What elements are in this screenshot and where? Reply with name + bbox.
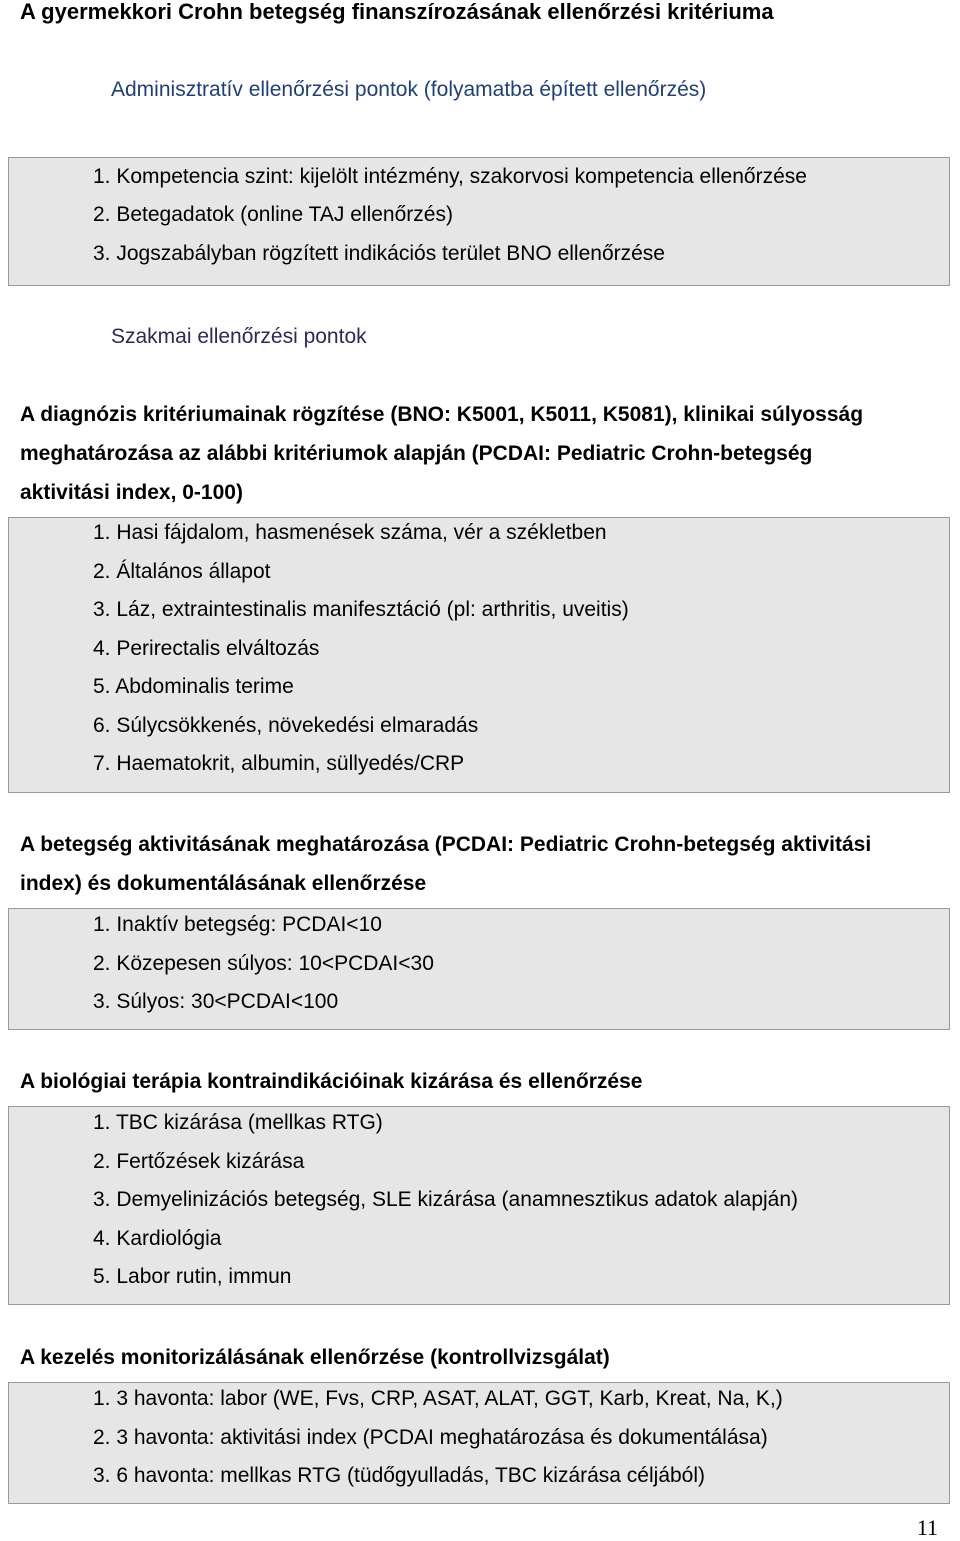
diagnosis-item: 1. Hasi fájdalom, hasmenések száma, vér a székletben bbox=[93, 521, 607, 544]
monitoring-heading bbox=[20, 1338, 940, 1377]
diagnosis-item: 3. Láz, extraintestinalis manifesztáció (pl: arthritis, uveitis) bbox=[93, 598, 629, 621]
biologic-item: 5. Labor rutin, immun bbox=[93, 1265, 292, 1288]
diagnosis-criteria-box bbox=[8, 517, 950, 793]
activity-heading-line: A betegség aktivitásának meghatározása (PCDAI: Pediatric Crohn-betegség aktivitási bbox=[20, 833, 872, 856]
admin-item: 2. Betegadatok (online TAJ ellenőrzés) bbox=[93, 203, 453, 226]
page-number: 11 bbox=[916, 1515, 938, 1540]
monitoring-item: 2. 3 havonta: aktivitási index (PCDAI meghatározása és dokumentálása) bbox=[93, 1426, 768, 1449]
diagnosis-item: 7. Haematokrit, albumin, süllyedés/CRP bbox=[93, 752, 465, 775]
admin-section-heading: Adminisztratív ellenőrzési pontok (folyamatba épített ellenőrzés) bbox=[111, 78, 707, 101]
activity-levels-box bbox=[8, 908, 950, 1030]
diagnosis-item: 4. Perirectalis elváltozás bbox=[93, 637, 320, 660]
admin-item: 3. Jogszabályban rögzített indikációs terület BNO ellenőrzése bbox=[93, 242, 665, 265]
biologic-item: 3. Demyelinizációs betegség, SLE kizárása (anamnesztikus adatok alapján) bbox=[93, 1188, 799, 1211]
monitoring-item: 1. 3 havonta: labor (WE, Fvs, CRP, ASAT, ALAT, GGT, Karb, Kreat, Na, K,) bbox=[93, 1387, 783, 1410]
szakmai-section-heading: Szakmai ellenőrzési pontok bbox=[111, 325, 367, 348]
activity-item: 3. Súlyos: 30<PCDAI<100 bbox=[93, 990, 339, 1013]
activity-heading bbox=[20, 825, 940, 903]
activity-item: 2. Közepesen súlyos: 10<PCDAI<30 bbox=[93, 952, 434, 975]
admin-item: 1. Kompetencia szint: kijelölt intézmény, szakorvosi kompetencia ellenőrzése bbox=[93, 165, 807, 188]
diagnosis-item: 6. Súlycsökkenés, növekedési elmaradás bbox=[93, 714, 479, 737]
activity-item: 1. Inaktív betegség: PCDAI<10 bbox=[93, 913, 382, 936]
biologic-item: 2. Fertőzések kizárása bbox=[93, 1150, 305, 1173]
diagnosis-heading bbox=[20, 395, 940, 512]
biologic-item: 1. TBC kizárása (mellkas RTG) bbox=[93, 1111, 383, 1134]
diagnosis-heading-line: aktivitási index, 0-100) bbox=[20, 481, 243, 504]
biologic-item: 4. Kardiológia bbox=[93, 1227, 222, 1250]
activity-heading-line: index) és dokumentálásának ellenőrzése bbox=[20, 872, 427, 895]
biologic-heading-line: A biológiai terápia kontraindikációinak kizárása és ellenőrzése bbox=[20, 1070, 643, 1093]
document-title: A gyermekkori Crohn betegség finanszírozásának ellenőrzési kritériuma bbox=[20, 0, 774, 24]
monitoring-item: 3. 6 havonta: mellkas RTG (tüdőgyulladás, TBC kizárása céljából) bbox=[93, 1464, 706, 1487]
diagnosis-heading-line: A diagnózis kritériumainak rögzítése (BNO: K5001, K5011, K5081), klinikai súlyosság bbox=[20, 403, 864, 426]
monitoring-schedule-box bbox=[8, 1382, 950, 1504]
diagnosis-heading-line: meghatározása az alábbi kritériumok alapján (PCDAI: Pediatric Crohn-betegség bbox=[20, 442, 813, 465]
diagnosis-item: 2. Általános állapot bbox=[93, 560, 271, 583]
monitoring-heading-line: A kezelés monitorizálásának ellenőrzése (kontrollvizsgálat) bbox=[20, 1346, 610, 1369]
diagnosis-item: 5. Abdominalis terime bbox=[93, 675, 294, 698]
admin-checklist-box bbox=[8, 157, 950, 286]
biologic-contraindications-box bbox=[8, 1106, 950, 1305]
biologic-heading bbox=[20, 1062, 940, 1101]
